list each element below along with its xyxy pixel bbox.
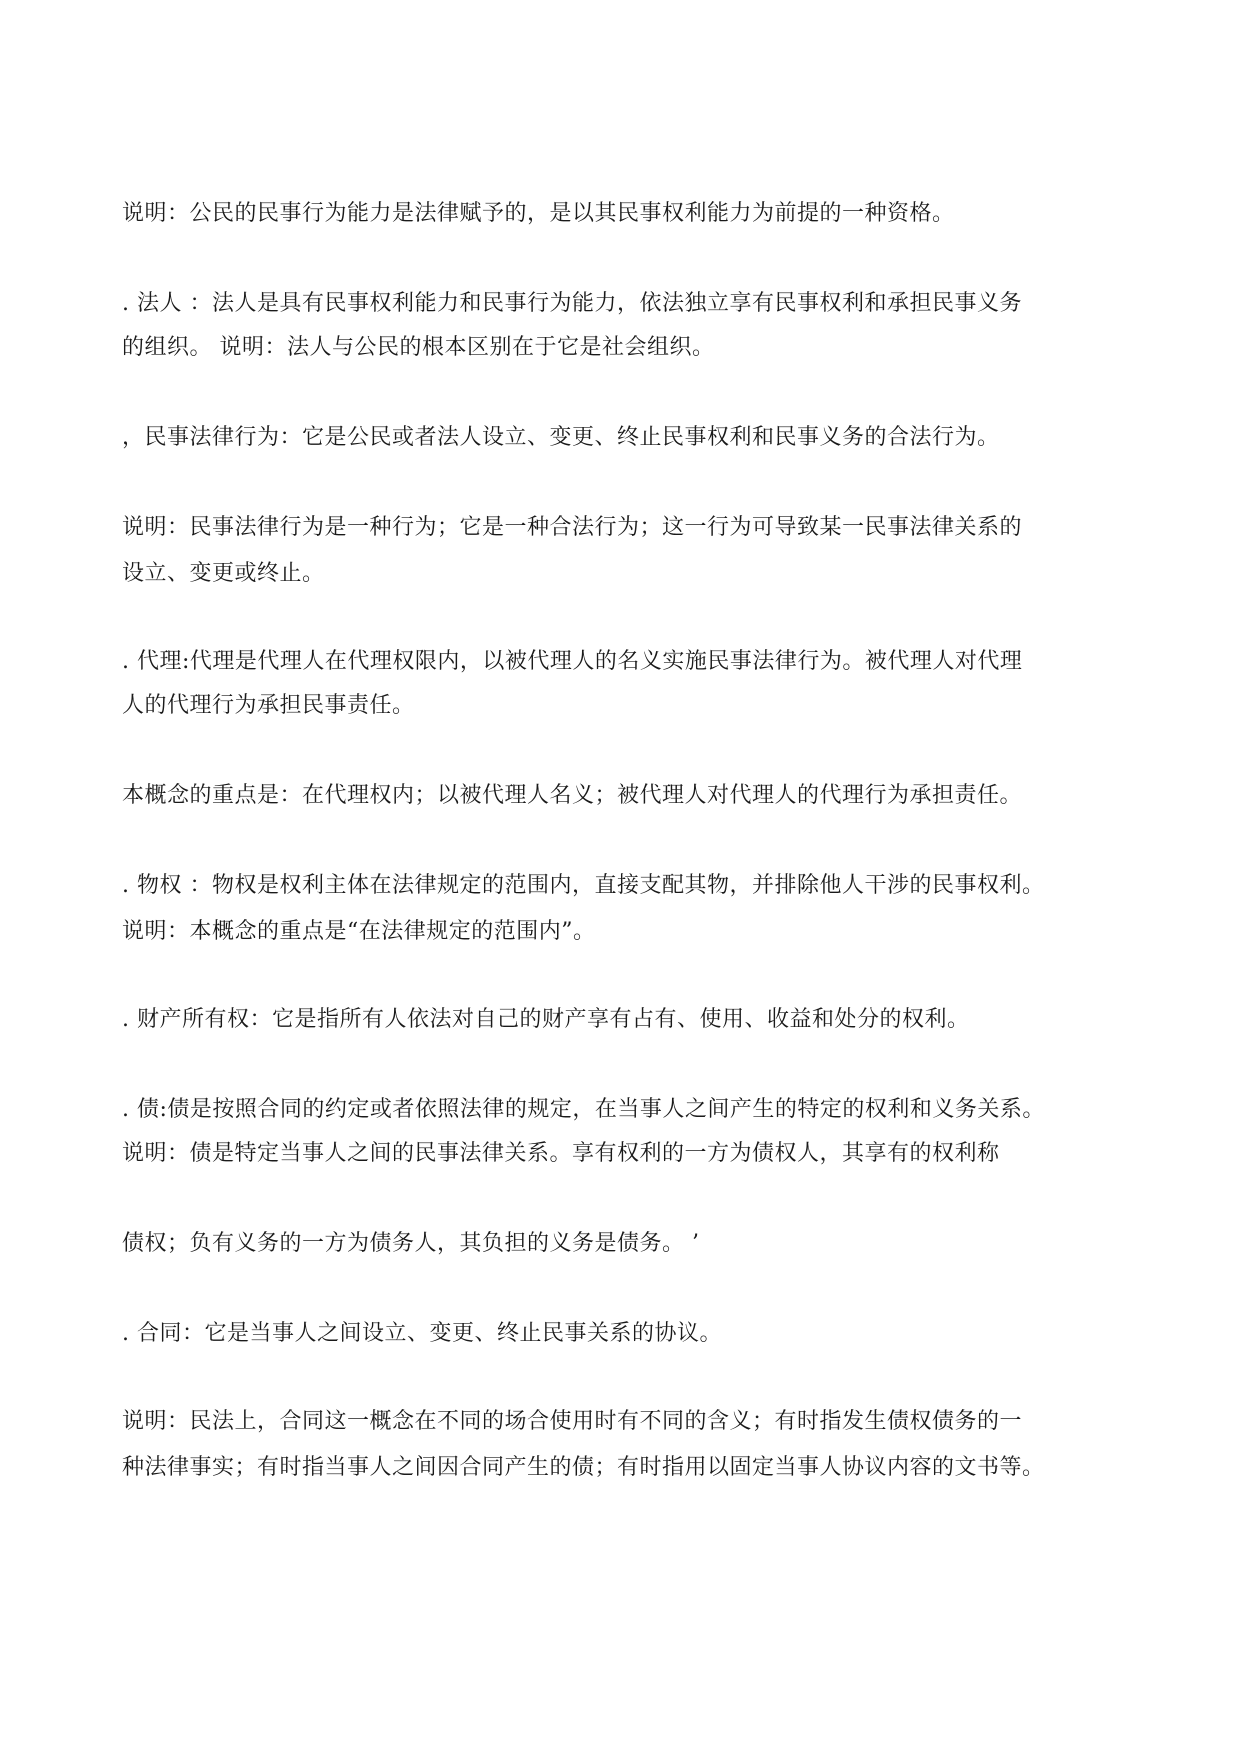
paragraph-line: 本概念的重点是：在代理权内；以被代理人名义；被代理人对代理人的代理行为承担责任。 (122, 783, 1023, 808)
paragraph-line: 债权；负有义务的一方为债务人，其负担的义务是债务。 ’ (122, 1231, 700, 1256)
paragraph-line: 种法律事实；有时指当事人之间因合同产生的债；有时指用以固定当事人协议内容的文书等。 (122, 1455, 1045, 1480)
paragraph-line: 设立、变更或终止。 (122, 561, 325, 586)
paragraph-line: . 债:债是按照合同的约定或者依照法律的规定，在当事人之间产生的特定的权利和义务关系。 (122, 1097, 1045, 1122)
paragraph-line: 说明：债是特定当事人之间的民事法律关系。享有权利的一方为债权人，其享有的权利称 (122, 1141, 1000, 1166)
paragraph-line: 说明：民法上，合同这一概念在不同的场合使用时有不同的含义；有时指发生债权债务的一 (122, 1409, 1023, 1434)
paragraph-line: . 法人 ：法人是具有民事权利能力和民事行为能力，依法独立享有民事权利和承担民事义务 (122, 291, 1022, 316)
paragraph-line: 的组织。 说明：法人与公民的根本区别在于它是社会组织。 (122, 335, 715, 360)
paragraph-line: . 代理:代理是代理人在代理权限内，以被代理人的名义实施民事法律行为。被代理人对代理 (122, 649, 1023, 674)
paragraph-line: . 物权 ：物权是权利主体在法律规定的范围内，直接支配其物，并排除他人干涉的民事权利。 (122, 873, 1045, 898)
paragraph-line: 说明：民事法律行为是一种行为；它是一种合法行为；这一行为可导致某一民事法律关系的 (122, 515, 1023, 540)
paragraph-line: 人的代理行为承担民事责任。 (122, 693, 415, 718)
paragraph-line: 说明：公民的民事行为能力是法律赋予的，是以其民事权利能力为前提的一种资格。 (122, 201, 955, 226)
paragraph-line: . 财产所有权：它是指所有人依法对自己的财产享有占有、使用、收益和处分的权利。 (122, 1007, 970, 1032)
paragraph-line: ，民事法律行为：它是公民或者法人设立、变更、终止民事权利和民事义务的合法行为。 (122, 425, 1000, 450)
paragraph-line: 说明：本概念的重点是“在法律规定的范围内”。 (122, 919, 596, 944)
paragraph-line: . 合同：它是当事人之间设立、变更、终止民事关系的协议。 (122, 1321, 722, 1346)
